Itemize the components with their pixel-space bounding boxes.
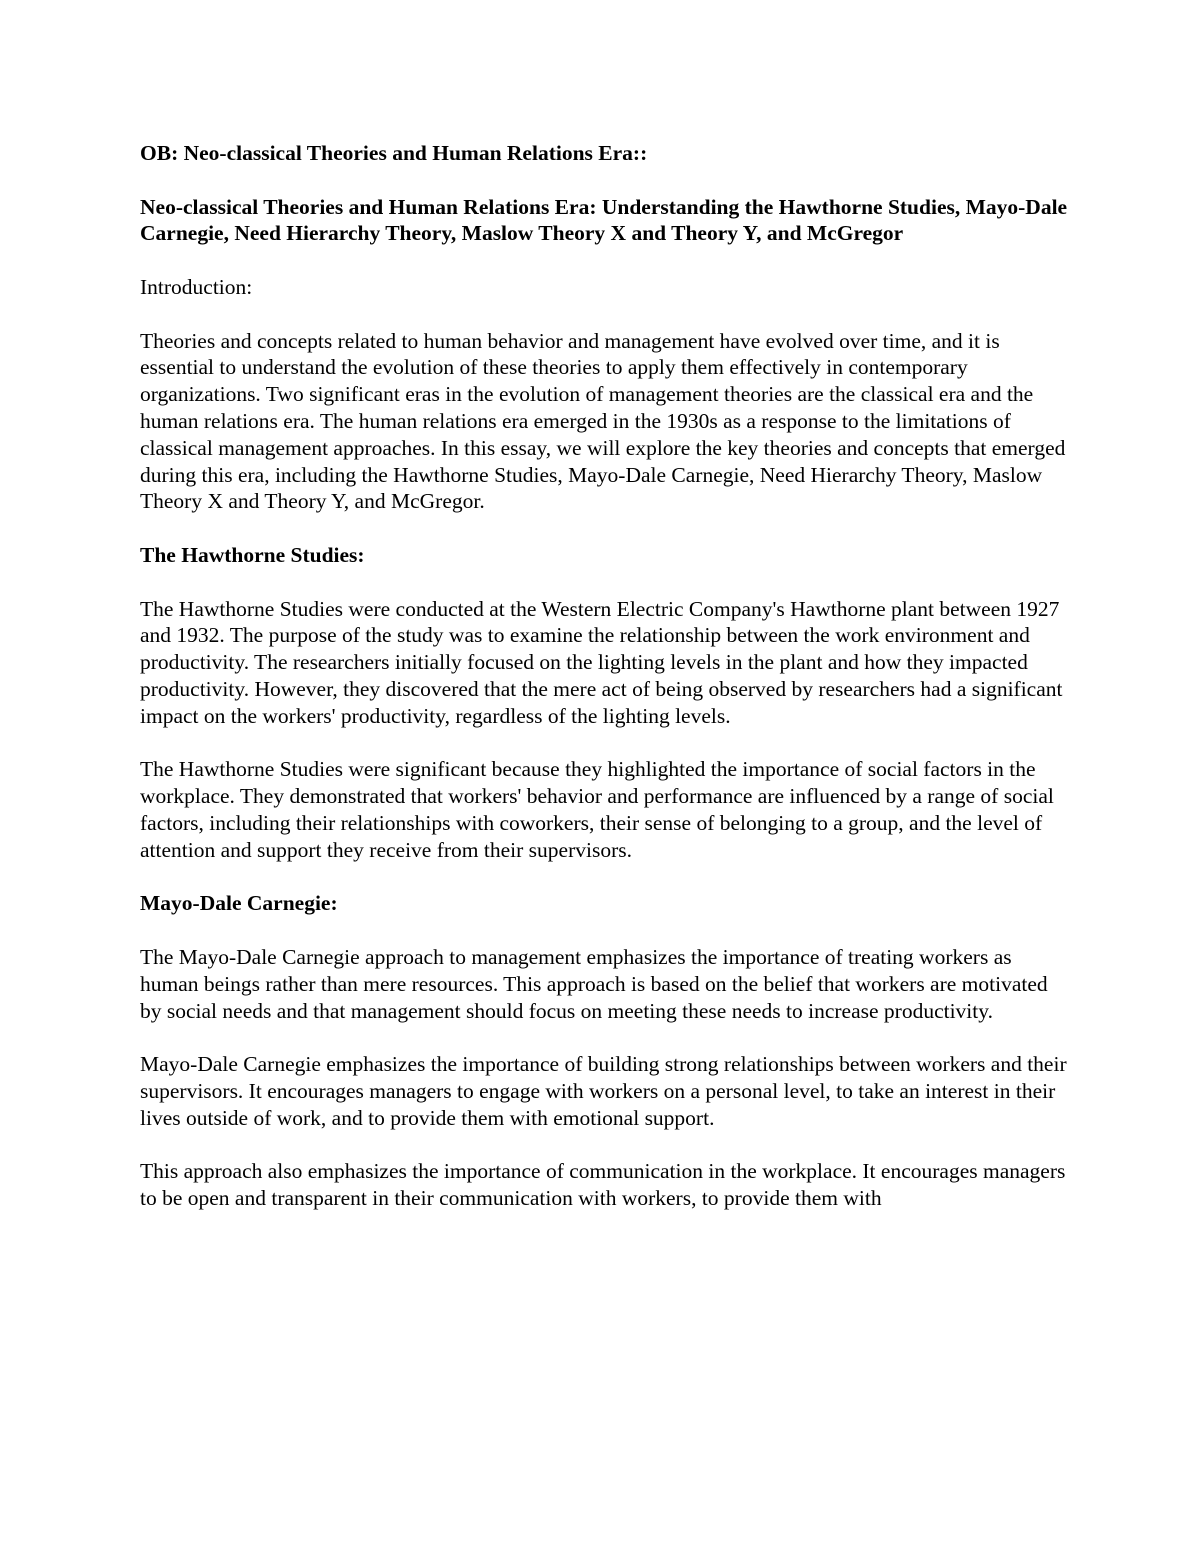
paragraph-mayo-3: This approach also emphasizes the importance of communication in the workplace. It encourages managers to be open and transparent in their communication with workers, to provide them with <box>140 1159 1066 1211</box>
document-title: OB: Neo-classical Theories and Human Relations Era:: <box>140 141 648 165</box>
section-heading-hawthorne-studies: The Hawthorne Studies: <box>140 542 365 567</box>
paragraph-mayo-1: The Mayo-Dale Carnegie approach to management emphasizes the importance of treating workers as human beings rather than mere resources. This approach is based on the belief that workers are motivated by social needs and that management should focus on meeting these needs to increase productivity. <box>140 944 1048 1023</box>
introduction-label: Introduction: <box>140 274 253 299</box>
paragraph-hawthorne-2: The Hawthorne Studies were significant because they highlighted the importance of social factors in the workplace. They demonstrated that workers' behavior and performance are influenced by a range of social factors, including their relationships with coworkers, their sense of belonging to a group, and the level of attention and support they receive from their supervisors. <box>140 757 1054 862</box>
introduction-paragraph: Theories and concepts related to human behavior and management have evolved over time, and it is essential to understand the evolution of these theories to apply them effectively in contemporary organizations. Two significant eras in the evolution of management theories are the classical era and the human relations era. The human relations era emerged in the 1930s as a response to the limitations of classical management approaches. In this essay, we will explore the key theories and concepts that emerged during this era, including the Hawthorne Studies, Mayo-Dale Carnegie, Need Hierarchy Theory, Maslow Theory X and Theory Y, and McGregor. <box>140 328 1066 514</box>
essay-title: Neo-classical Theories and Human Relations Era: Understanding the Hawthorne Studies, Mayo-Dale Carnegie, Need Hierarchy Theory, Maslow Theory X and Theory Y, and McGregor <box>140 194 1068 246</box>
paragraph-hawthorne-1: The Hawthorne Studies were conducted at the Western Electric Company's Hawthorne plant between 1927 and 1932. The purpose of the study was to examine the relationship between the work environment and productivity. The researchers initially focused on the lighting levels in the plant and how they impacted productivity. However, they discovered that the mere act of being observed by researchers had a significant impact on the workers' productivity, regardless of the lighting levels. <box>140 596 1063 728</box>
section-heading-mayo-dale-carnegie: Mayo-Dale Carnegie: <box>140 891 338 916</box>
paragraph-mayo-2: Mayo-Dale Carnegie emphasizes the importance of building strong relationships between workers and their supervisors. It encourages managers to engage with workers on a personal level, to take an interest in their lives outside of work, and to provide them with emotional support. <box>140 1052 1067 1130</box>
document-page <box>140 140 1070 1239</box>
